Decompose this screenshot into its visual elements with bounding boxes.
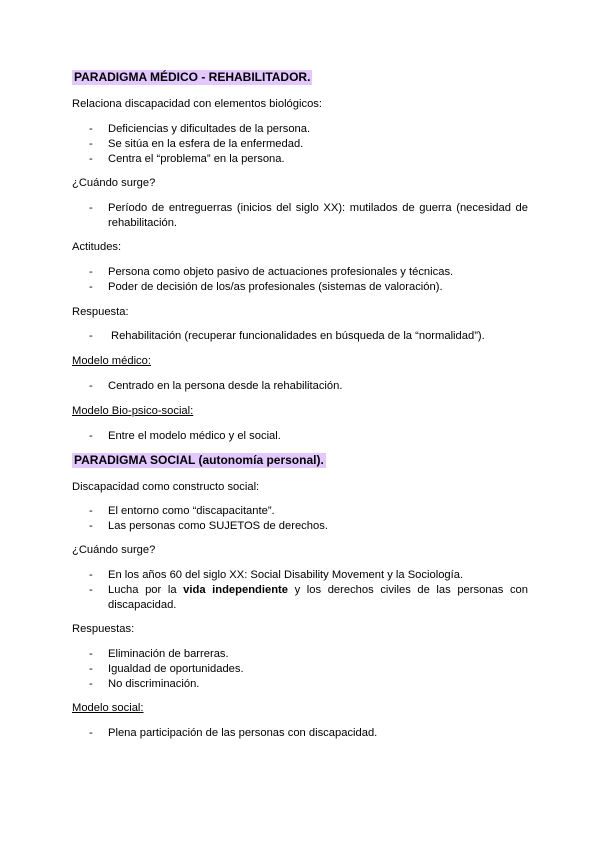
medical-when-list — [72, 201, 528, 231]
list-item: - El entorno como “discapacitante”. — [72, 504, 528, 519]
attitudes-label: Actitudes: — [72, 241, 122, 253]
list-item: - Se sitúa en la esfera de la enfermedad. — [72, 137, 528, 152]
list-item: - Centrado en la persona desde la rehabilitación. — [72, 379, 528, 394]
social-intro: Discapacidad como constructo social: — [72, 481, 260, 493]
list-item: - No discriminación. — [72, 677, 528, 692]
heading-medical-paradigm: PARADIGMA MÉDICO - REHABILITADOR. — [74, 70, 311, 84]
list-item: - Centra el “problema” en la persona. — [72, 152, 528, 167]
social-model-label: Modelo social: — [72, 702, 144, 714]
social-when-list — [72, 568, 528, 613]
responses-label: Respuestas: — [72, 623, 135, 635]
response-label: Respuesta: — [72, 306, 129, 318]
list-item-text: Lucha por la — [108, 584, 184, 596]
list-item: - Igualdad de oportunidades. — [72, 662, 528, 677]
medical-intro-list — [72, 122, 528, 167]
list-item: - Poder de decisión de los/as profesionales (sistemas de valoración). — [72, 280, 528, 295]
medical-when-label: ¿Cuándo surge? — [72, 177, 156, 189]
list-item-text: y los derechos civiles de las personas con discapacidad. — [108, 584, 528, 611]
attitudes-list — [72, 265, 528, 295]
list-item — [72, 583, 528, 613]
bps-model-label: Modelo Bio-psico-social: — [72, 405, 194, 417]
list-item: - Rehabilitación (recuperar funcionalidades en búsqueda de la “normalidad”). — [72, 329, 528, 344]
social-intro-list — [72, 504, 528, 534]
response-list — [72, 329, 528, 344]
list-item: - Las personas como SUJETOS de derechos. — [72, 519, 528, 534]
bps-model-list — [72, 429, 528, 444]
list-item: - En los años 60 del siglo XX: Social Disability Movement y la Sociología. — [72, 568, 528, 583]
social-model-list — [72, 726, 528, 741]
emphasis-text: vida independiente — [183, 584, 288, 596]
social-when-label: ¿Cuándo surge? — [72, 544, 156, 556]
list-item: - Entre el modelo médico y el social. — [72, 429, 528, 444]
list-item: - Persona como objeto pasivo de actuaciones profesionales y técnicas. — [72, 265, 528, 280]
list-item: - Período de entreguerras (inicios del siglo XX): mutilados de guerra (necesidad de rehabilitación. — [72, 201, 528, 231]
responses-list — [72, 647, 528, 692]
medical-model-list — [72, 379, 528, 394]
list-item: - Plena participación de las personas con discapacidad. — [72, 726, 528, 741]
list-item: - Eliminación de barreras. — [72, 647, 528, 662]
medical-intro: Relaciona discapacidad con elementos biológicos: — [72, 98, 323, 110]
heading-social-paradigm: PARADIGMA SOCIAL (autonomía personal). — [74, 453, 324, 467]
medical-model-label: Modelo médico: — [72, 355, 151, 367]
list-item: - Deficiencias y dificultades de la persona. — [72, 122, 528, 137]
